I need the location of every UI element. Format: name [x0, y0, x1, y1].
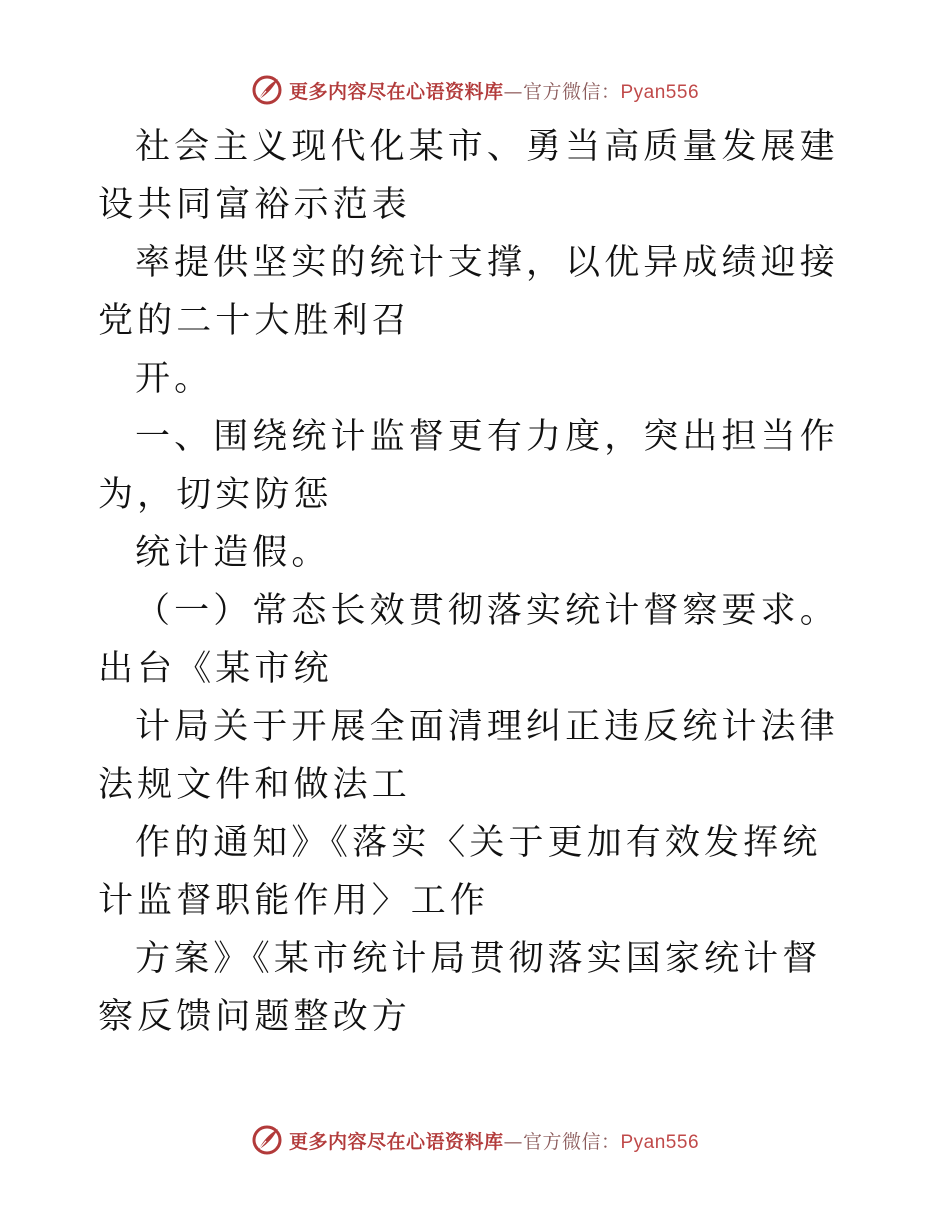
feather-pen-logo-icon	[251, 1124, 283, 1156]
paragraph-3: 开。	[135, 359, 214, 399]
watermark-text	[289, 1127, 699, 1154]
watermark-official-label: 官方微信：	[522, 80, 621, 103]
footer-watermark	[0, 1120, 950, 1160]
paragraph-1: 社会主义现代化某市、勇当高质量发展建设共同富裕示范表	[98, 127, 839, 225]
paragraph-7: 计局关于开展全面清理纠正违反统计法律法规文件和做法工	[98, 707, 839, 805]
watermark-separator: —	[503, 1130, 523, 1153]
watermark-separator: —	[503, 80, 523, 103]
paragraph-4: 一、围绕统计监督更有力度，突出担当作为，切实防惩	[98, 417, 839, 515]
paragraph-9: 方案》《某市统计局贯彻落实国家统计督察反馈问题整改方	[98, 939, 822, 1037]
watermark-wechat-id: Pyan556	[620, 81, 700, 103]
watermark-brand: 更多内容尽在心语资料库	[288, 80, 504, 103]
watermark-wechat-id: Pyan556	[620, 1131, 700, 1153]
paragraph-2: 率提供坚实的统计支撑，以优异成绩迎接党的二十大胜利召	[98, 243, 839, 341]
feather-pen-logo-icon	[251, 74, 283, 106]
watermark-brand: 更多内容尽在心语资料库	[288, 1130, 504, 1153]
paragraph-8: 作的通知》《落实〈关于更加有效发挥统计监督职能作用〉工作	[98, 823, 822, 921]
paragraph-6: （一）常态长效贯彻落实统计督察要求。出台《某市统	[98, 591, 839, 689]
watermark-official-label: 官方微信：	[522, 1130, 621, 1153]
document-body	[98, 118, 858, 1046]
paragraph-5: 统计造假。	[135, 533, 331, 573]
header-watermark	[0, 70, 950, 110]
watermark-text	[289, 77, 699, 104]
